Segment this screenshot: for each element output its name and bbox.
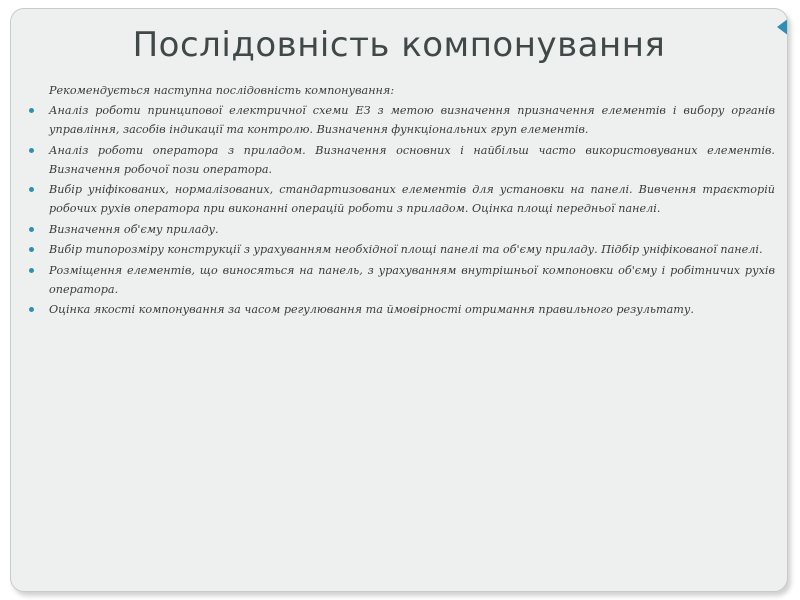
list-item-text: Оцінка якості компонування за часом регулювання та ймовірності отримання правильного результату. (49, 303, 694, 316)
bullet-icon (29, 227, 34, 232)
slide-content (27, 81, 775, 321)
list-item (27, 261, 775, 299)
bullet-icon (29, 268, 34, 273)
list-item (27, 101, 775, 139)
bullet-icon (29, 148, 34, 153)
list-item-text: Аналіз роботи принципової електричної схеми ЕЗ з метою визначення призначення елементів і вибору органів управління, засобів індикації та контролю. Визначення функціональних груп елементів. (49, 104, 775, 136)
list-item (27, 141, 775, 179)
list-item-text: Розміщення елементів, що виносяться на панель, з урахуванням внутрішньої компоновки об'єму і робітничих рухів оператора. (49, 263, 775, 296)
list-item (27, 300, 775, 319)
bullet-icon (29, 247, 34, 252)
page-title: Послідовність компонування (132, 25, 666, 65)
intro-text: Рекомендується наступна послідовність компонування: (49, 84, 395, 97)
bullet-icon (29, 187, 34, 192)
list-item-text: Вибір уніфікованих, нормалізованих, стандартизованих елементів для установки на панелі. Вивчення траєкторій робочих рухів оператора при виконанні операцій роботи з приладом. Оцінка площі передньої панелі. (49, 183, 775, 215)
bullet-icon (29, 307, 34, 312)
list-item-text: Визначення об'єму приладу. (49, 222, 219, 236)
bullet-list (27, 101, 775, 319)
list-item (27, 220, 775, 239)
list-item (27, 240, 775, 259)
slide (10, 8, 788, 592)
bullet-icon (29, 108, 34, 113)
list-item-text: Вибір типорозміру конструкції з урахуванням необхідної площі панелі та об'єму приладу. Підбір уніфікованої панелі. (49, 243, 763, 256)
list-item-text: Аналіз роботи оператора з приладом. Визначення основних і найбільш часто використовуваних елементів. Визначення робочої пози оператора. (49, 143, 775, 176)
list-item (27, 180, 775, 218)
